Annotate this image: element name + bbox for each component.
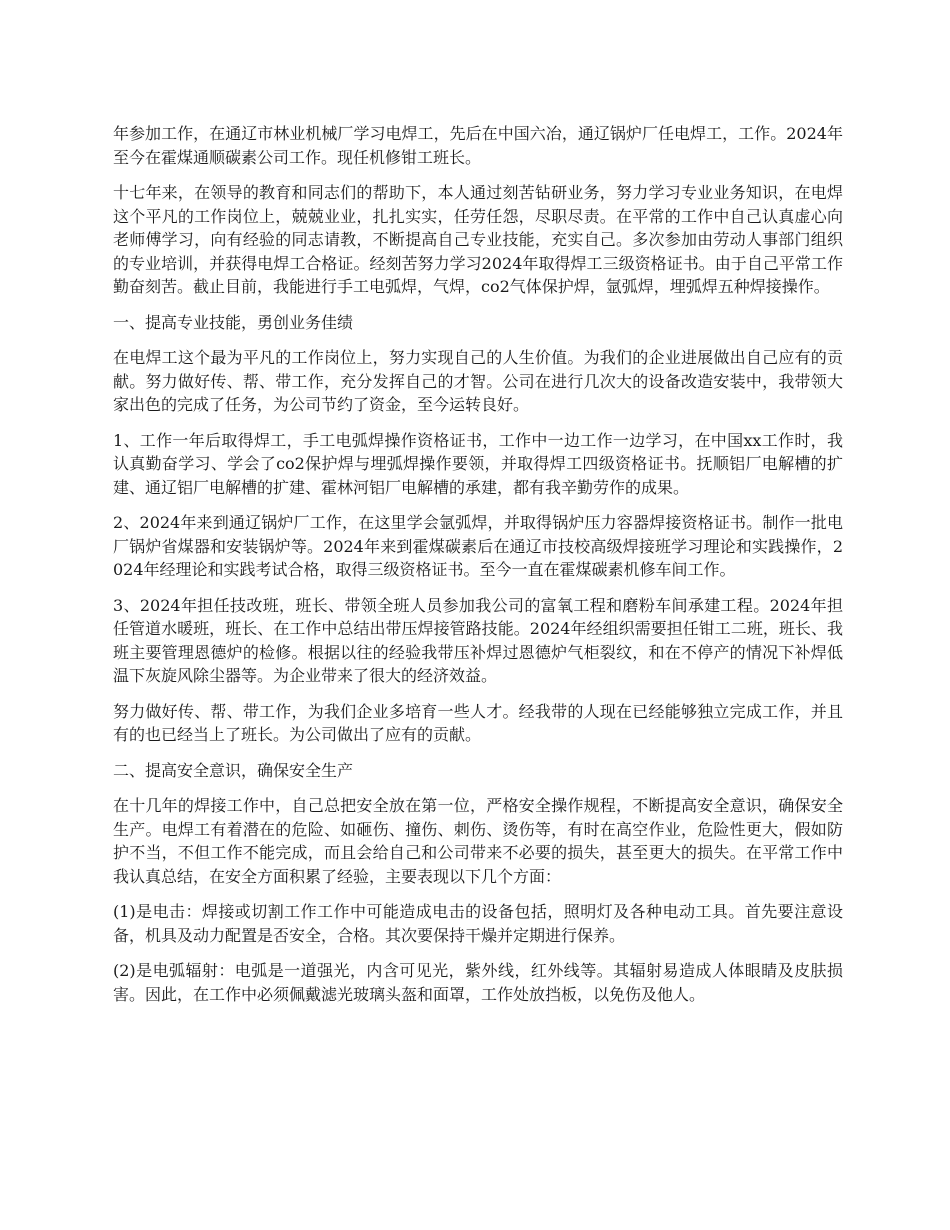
paragraph-safety-electric-shock: (1)是电击：焊接或切割工作工作中可能造成电击的设备包括，照明灯及各种电动工具。首先要注意设备，机具及动力配置是否安全，合格。其次要保持干燥并定期进行保养。 xyxy=(113,902,843,945)
section-heading-skills: 一、提高专业技能，勇创业务佳绩 xyxy=(113,312,354,332)
paragraph-safety-arc-radiation: (2)是电弧辐射：电弧是一道强光，内含可见光，紫外线，红外线等。其辐射易造成人体眼睛及皮肤损害。因此，在工作中必须佩戴滤光玻璃头盔和面罩，工作处放挡板，以免伤及他人。 xyxy=(113,961,843,1004)
paragraph-experience: 十七年来，在领导的教育和同志们的帮助下，本人通过刻苦钻研业务，努力学习专业业务知识，在电焊这个平凡的工作岗位上，兢兢业业，扎扎实实，任劳任怨，尽职尽责。在平常的工作中自己认真虚心向老师傅学习，向有经验的同志请教，不断提高自己专业技能，充实自己。多次参加由劳动人事部门组织的专业培训，并获得电焊工合格证。经刻苦努力学习2024年取得焊工三级资格证书。由于自己平常工作勤奋刻苦。截止目前，我能进行手工电弧焊，气焊，co2气体保护焊，氩弧焊，埋弧焊五种焊接操作。 xyxy=(113,183,843,296)
paragraph-item-3: 3、2024年担任技改班，班长、带领全班人员参加我公司的富氧工程和磨粉车间承建工程。2024年担任管道水暖班，班长、在工作中总结出带压焊接管路技能。2024年经组织需要担任钳工二班，班长、我班主要管理恩德炉的检修。根据以往的经验我带压补焊过恩德炉气柜裂纹，和在不停产的情况下补焊低温下灰旋风除尘器等。为企业带来了很大的经济效益。 xyxy=(113,595,843,685)
paragraph-intro: 年参加工作，在通辽市林业机械厂学习电焊工，先后在中国六冶，通辽锅炉厂任电焊工，工作。2024年至今在霍煤通顺碳素公司工作。现任机修钳工班长。 xyxy=(113,124,843,167)
paragraph-mentoring: 努力做好传、帮、带工作，为我们企业多培育一些人才。经我带的人现在已经能够独立完成工作，并且有的也已经当上了班长。为公司做出了应有的贡献。 xyxy=(113,701,843,744)
paragraph-item-2: 2、2024年来到通辽锅炉厂工作，在这里学会氩弧焊，并取得锅炉压力容器焊接资格证书。制作一批电厂锅炉省煤器和安装锅炉等。2024年来到霍煤碳素后在通辽市技校高级焊接班学习理论和实践操作，2024年经理论和实践考试合格，取得三级资格证书。至今一直在霍煤碳素机修车间工作。 xyxy=(113,513,843,579)
paragraph-safety-intro: 在十几年的焊接工作中，自己总把安全放在第一位，严格安全操作规程，不断提高安全意识，确保安全生产。电焊工有着潜在的危险、如砸伤、撞伤、刺伤、烫伤等，有时在高空作业，危险性更大，假如防护不当，不但工作不能完成，而且会给自己和公司带来不必要的损失，甚至更大的损失。在平常工作中我认真总结，在安全方面积累了经验，主要表现以下几个方面： xyxy=(113,796,843,886)
document-page xyxy=(113,122,843,1018)
paragraph-skills-intro: 在电焊工这个最为平凡的工作岗位上，努力实现自己的人生价值。为我们的企业进展做出自己应有的贡献。努力做好传、帮、带工作，充分发挥自己的才智。公司在进行几次大的设备改造安装中，我带领大家出色的完成了任务，为公司节约了资金，至今运转良好。 xyxy=(113,348,843,414)
paragraph-item-1: 1、工作一年后取得焊工，手工电弧焊操作资格证书，工作中一边工作一边学习，在中国xx工作时，我认真勤奋学习、学会了co2保护焊与埋弧焊操作要领，并取得焊工四级资格证书。抚顺铝厂电解槽的扩建、通辽铝厂电解槽的扩建、霍林河铝厂电解槽的承建，都有我辛勤劳作的成果。 xyxy=(113,430,843,497)
section-heading-safety: 二、提高安全意识，确保安全生产 xyxy=(113,760,354,780)
